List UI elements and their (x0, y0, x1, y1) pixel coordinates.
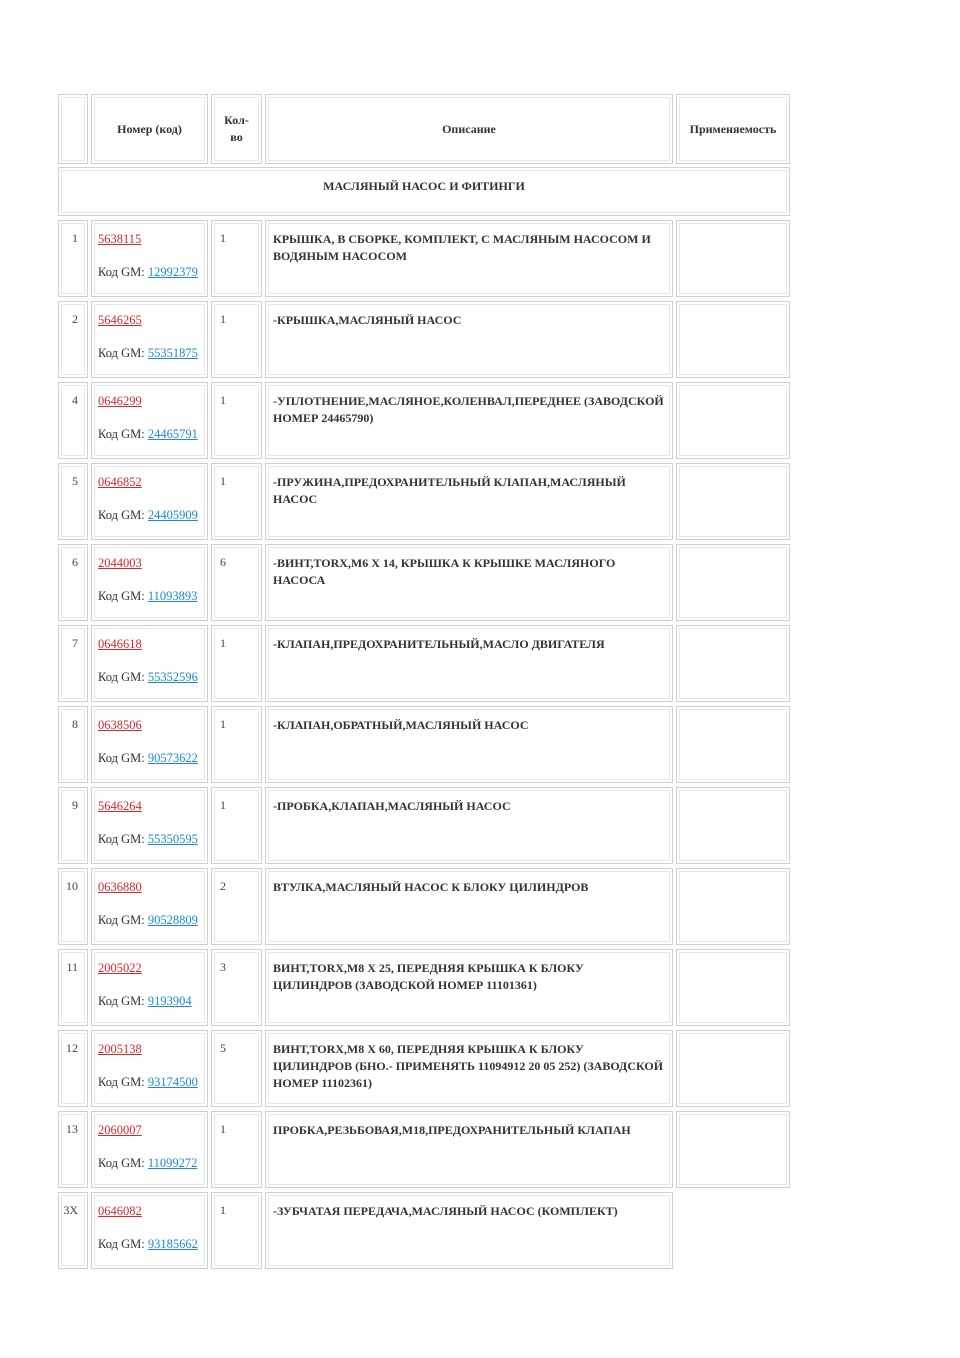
gm-code-line (98, 750, 201, 766)
row-description: ПРОБКА,РЕЗЬБОВАЯ,M18,ПРЕДОХРАНИТЕЛЬНЫЙ КЛАПАН (273, 1123, 631, 1137)
header-qty-cell (211, 94, 262, 164)
row-applicability-cell (676, 625, 790, 702)
row-number: 2 (72, 312, 78, 326)
header-code-cell (91, 94, 208, 164)
row-code-cell (91, 301, 208, 378)
gm-code-label: Код GM: (98, 1075, 148, 1089)
row-number: 5 (72, 474, 78, 488)
gm-code-line (98, 831, 201, 847)
header-number-cell (58, 94, 88, 164)
row-number-cell (58, 463, 88, 540)
row-code-cell (91, 868, 208, 945)
row-description: КРЫШКА, В СБОРКЕ, КОМПЛЕКТ, С МАСЛЯНЫМ НАСОСОМ И ВОДЯНЫМ НАСОСОМ (273, 232, 651, 263)
row-description: -ПРУЖИНА,ПРЕДОХРАНИТЕЛЬНЫЙ КЛАПАН,МАСЛЯНЫЙ НАСОС (273, 475, 626, 506)
row-qty: 1 (220, 1122, 226, 1136)
row-number-cell (58, 949, 88, 1026)
row-qty-cell (211, 1192, 262, 1269)
part-number-link[interactable]: 0646618 (98, 637, 142, 651)
row-description-cell (265, 1030, 673, 1107)
gm-code-line (98, 1074, 201, 1090)
row-description-cell (265, 301, 673, 378)
gm-code-link[interactable]: 11093893 (147, 589, 198, 603)
row-description-cell (265, 220, 673, 297)
header-description-label: Описание (442, 121, 496, 136)
row-number-cell (58, 625, 88, 702)
row-applicability-cell (676, 220, 790, 297)
gm-code-link[interactable]: 55352596 (147, 670, 198, 684)
row-number: 13 (66, 1122, 78, 1136)
gm-code-line (98, 993, 201, 1009)
header-code-label: Номер (код) (117, 121, 182, 136)
part-number-link[interactable]: 0636880 (98, 880, 142, 894)
row-description: ВИНТ,TORX,M8 X 25, ПЕРЕДНЯЯ КРЫШКА К БЛОКУ ЦИЛИНДРОВ (ЗАВОДСКОЙ НОМЕР 11101361) (273, 961, 584, 992)
row-qty: 1 (220, 717, 226, 731)
row-number: 1 (72, 231, 78, 245)
gm-code-label: Код GM: (98, 427, 148, 441)
row-description-cell (265, 1111, 673, 1188)
gm-code-label: Код GM: (98, 508, 148, 522)
row-qty-cell (211, 220, 262, 297)
row-qty-cell (211, 868, 262, 945)
header-description-cell (265, 94, 673, 164)
row-qty-cell (211, 544, 262, 621)
row-code-cell (91, 463, 208, 540)
row-applicability-cell (676, 949, 790, 1026)
row-number-cell (58, 706, 88, 783)
row-number: 10 (66, 879, 78, 893)
gm-code-label: Код GM: (98, 832, 148, 846)
row-number: 11 (66, 960, 78, 974)
row-qty-cell (211, 1030, 262, 1107)
row-number: 8 (72, 717, 78, 731)
gm-code-label: Код GM: (98, 751, 148, 765)
part-number-link[interactable]: 2060007 (98, 1123, 142, 1137)
row-code-cell (91, 1192, 208, 1269)
row-qty: 3 (220, 960, 226, 974)
row-applicability-cell (676, 463, 790, 540)
row-qty: 2 (220, 879, 226, 893)
row-qty-cell (211, 625, 262, 702)
gm-code-label: Код GM: (98, 265, 148, 279)
row-applicability-cell (676, 544, 790, 621)
gm-code-line (98, 1236, 201, 1252)
gm-code-label: Код GM: (98, 994, 148, 1008)
row-applicability-cell (676, 382, 790, 459)
gm-code-link[interactable]: 55351875 (147, 346, 198, 360)
row-qty-cell (211, 787, 262, 864)
part-number-link[interactable]: 0638506 (98, 718, 142, 732)
row-code-cell (91, 544, 208, 621)
row-description-cell (265, 463, 673, 540)
row-number: 12 (66, 1041, 78, 1055)
gm-code-link[interactable]: 90528809 (147, 913, 198, 927)
part-number-link[interactable]: 5646265 (98, 313, 142, 327)
gm-code-link[interactable]: 90573622 (147, 751, 198, 765)
row-description: ВИНТ,TORX,M8 X 60, ПЕРЕДНЯЯ КРЫШКА К БЛОКУ ЦИЛИНДРОВ (БНО.- ПРИМЕНЯТЬ 11094912 20 05 252) (ЗАВОДСКОЙ НОМЕР 11102361) (273, 1042, 664, 1090)
part-number-link[interactable]: 0646299 (98, 394, 142, 408)
row-qty: 1 (220, 636, 226, 650)
gm-code-line (98, 588, 201, 604)
row-qty: 1 (220, 231, 226, 245)
row-description-cell (265, 382, 673, 459)
row-applicability-cell (676, 868, 790, 945)
row-qty-cell (211, 1111, 262, 1188)
gm-code-link[interactable]: 55350595 (147, 832, 198, 846)
row-description-cell (265, 787, 673, 864)
row-qty: 6 (220, 555, 226, 569)
row-number: 9 (72, 798, 78, 812)
row-qty: 1 (220, 312, 226, 326)
row-number-cell (58, 787, 88, 864)
row-code-cell (91, 949, 208, 1026)
row-description: ВТУЛКА,МАСЛЯНЫЙ НАСОС К БЛОКУ ЦИЛИНДРОВ (273, 880, 589, 894)
row-code-cell (91, 220, 208, 297)
part-number-link[interactable]: 5646264 (98, 799, 142, 813)
gm-code-label: Код GM: (98, 589, 148, 603)
row-code-cell (91, 787, 208, 864)
row-number-cell (58, 382, 88, 459)
row-description: -КЛАПАН,ПРЕДОХРАНИТЕЛЬНЫЙ,МАСЛО ДВИГАТЕЛЯ (273, 637, 605, 651)
row-applicability-cell (676, 1030, 790, 1107)
gm-code-line (98, 345, 201, 361)
part-number-link[interactable]: 5638115 (98, 232, 142, 246)
row-applicability-cell (676, 787, 790, 864)
row-applicability-cell (676, 1111, 790, 1188)
row-description: -УПЛОТНЕНИЕ,МАСЛЯНОЕ,КОЛЕНВАЛ,ПЕРЕДНЕЕ (ЗАВОДСКОЙ НОМЕР 24465790) (273, 394, 664, 425)
gm-code-link[interactable]: 9193904 (147, 994, 192, 1008)
row-description: -ВИНТ,TORX,M6 X 14, КРЫШКА К КРЫШКЕ МАСЛЯНОГО НАСОСА (273, 556, 616, 587)
gm-code-label: Код GM: (98, 346, 148, 360)
row-description: -ПРОБКА,КЛАПАН,МАСЛЯНЫЙ НАСОС (273, 799, 511, 813)
row-qty-cell (211, 949, 262, 1026)
section-title-cell (58, 167, 790, 216)
gm-code-link[interactable]: 24405909 (147, 508, 198, 522)
row-number: 3X (63, 1203, 78, 1217)
part-number-link[interactable]: 0646852 (98, 475, 142, 489)
row-applicability-cell (676, 301, 790, 378)
row-description-cell (265, 706, 673, 783)
gm-code-line (98, 264, 201, 280)
row-description-cell (265, 949, 673, 1026)
row-number: 7 (72, 636, 78, 650)
header-applicability-label: Применяемость (689, 121, 777, 136)
row-code-cell (91, 706, 208, 783)
header-applicability-cell (676, 94, 790, 164)
gm-code-link[interactable]: 93185662 (147, 1237, 198, 1251)
row-description-cell (265, 1192, 673, 1269)
row-description: -ЗУБЧАТАЯ ПЕРЕДАЧА,МАСЛЯНЫЙ НАСОС (КОМПЛЕКТ) (273, 1204, 618, 1218)
gm-code-label: Код GM: (98, 1156, 148, 1170)
row-qty: 5 (220, 1041, 226, 1055)
row-code-cell (91, 625, 208, 702)
gm-code-link[interactable]: 93174500 (147, 1075, 198, 1089)
row-description-cell (265, 544, 673, 621)
row-code-cell (91, 1111, 208, 1188)
header-qty-label: Кол- во (224, 113, 249, 144)
gm-code-line (98, 426, 201, 442)
row-description: -КЛАПАН,ОБРАТНЫЙ,МАСЛЯНЫЙ НАСОС (273, 718, 529, 732)
gm-code-link[interactable]: 12992379 (147, 265, 198, 279)
row-number-cell (58, 1030, 88, 1107)
row-number-cell (58, 868, 88, 945)
row-number-cell (58, 301, 88, 378)
gm-code-line (98, 1155, 201, 1171)
row-qty: 1 (220, 798, 226, 812)
gm-code-label: Код GM: (98, 1237, 148, 1251)
row-number-cell (58, 1111, 88, 1188)
row-number: 4 (72, 393, 78, 407)
row-qty: 1 (220, 1203, 226, 1217)
gm-code-line (98, 669, 201, 685)
row-code-cell (91, 382, 208, 459)
row-qty: 1 (220, 393, 226, 407)
gm-code-line (98, 912, 201, 928)
gm-code-label: Код GM: (98, 670, 148, 684)
gm-code-label: Код GM: (98, 913, 148, 927)
row-description-cell (265, 625, 673, 702)
row-description-cell (265, 868, 673, 945)
row-number-cell (58, 220, 88, 297)
row-number-cell (58, 544, 88, 621)
row-applicability-cell (676, 706, 790, 783)
row-description: -КРЫШКА,МАСЛЯНЫЙ НАСОС (273, 313, 462, 327)
gm-code-link[interactable]: 24465791 (147, 427, 198, 441)
part-number-link[interactable]: 2005138 (98, 1042, 142, 1056)
row-qty: 1 (220, 474, 226, 488)
row-qty-cell (211, 463, 262, 540)
gm-code-line (98, 507, 201, 523)
section-title: МАСЛЯНЫЙ НАСОС И ФИТИНГИ (323, 179, 525, 193)
gm-code-link[interactable]: 11099272 (147, 1156, 198, 1170)
row-number: 6 (72, 555, 78, 569)
part-number-link[interactable]: 0646082 (98, 1204, 142, 1218)
row-number-cell (58, 1192, 88, 1269)
row-qty-cell (211, 706, 262, 783)
part-number-link[interactable]: 2044003 (98, 556, 142, 570)
part-number-link[interactable]: 2005022 (98, 961, 142, 975)
row-code-cell (91, 1030, 208, 1107)
row-qty-cell (211, 382, 262, 459)
row-qty-cell (211, 301, 262, 378)
